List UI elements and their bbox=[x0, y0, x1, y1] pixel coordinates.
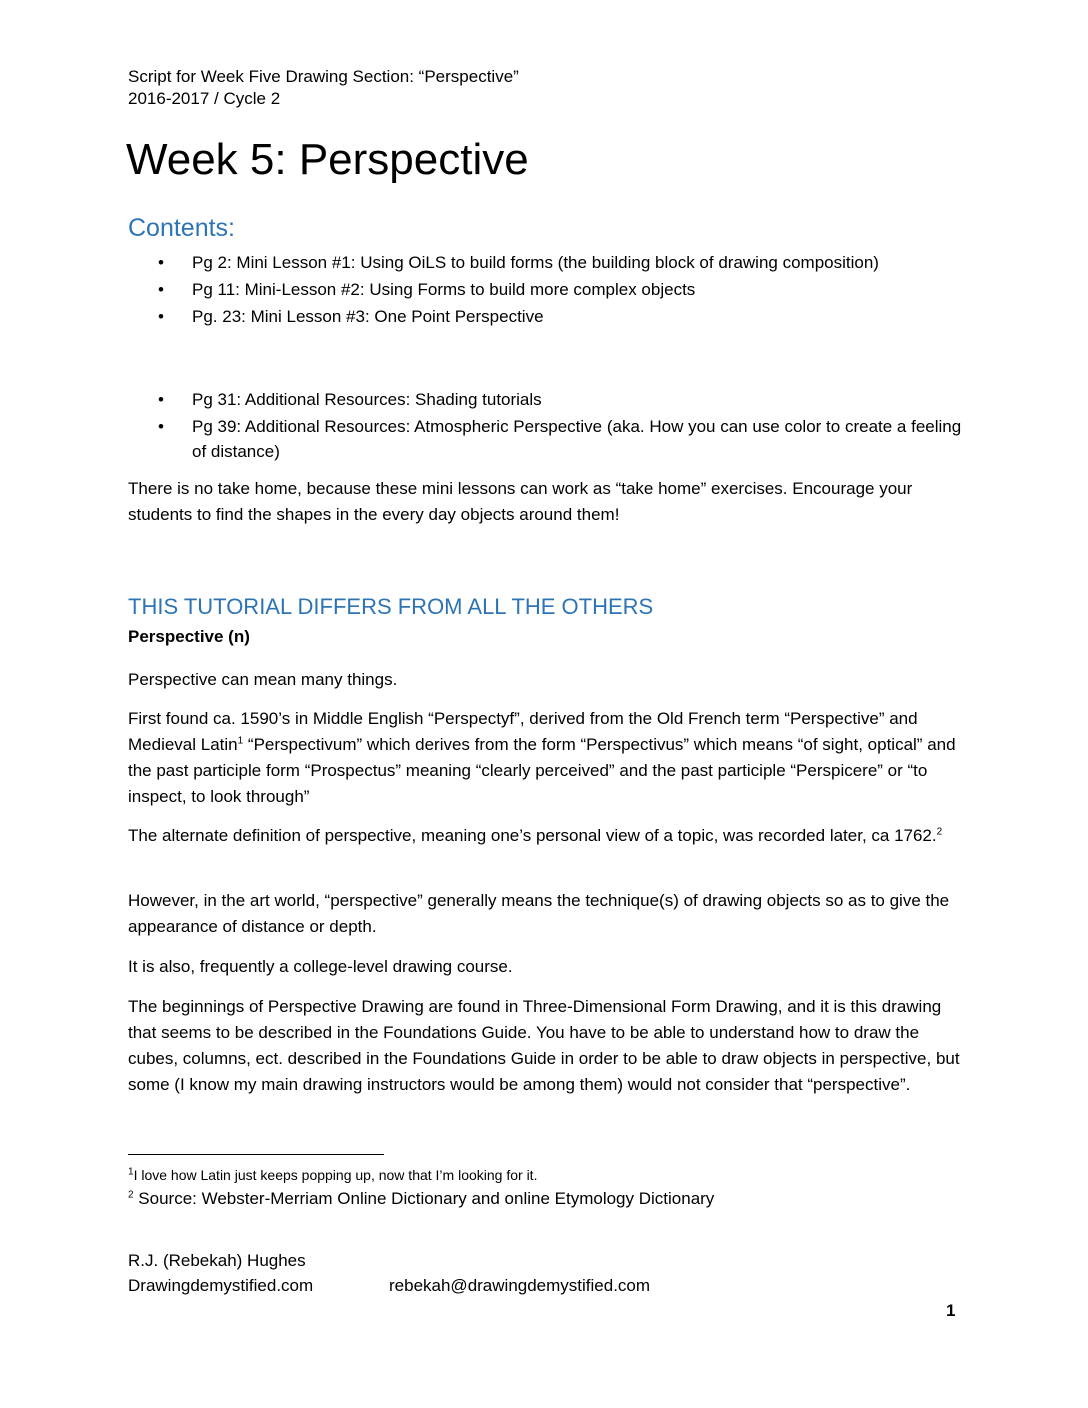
list-item bbox=[128, 250, 968, 275]
list-item bbox=[128, 304, 968, 329]
footnote-ref-2[interactable]: 2 bbox=[936, 826, 943, 838]
header-title-line: Script for Week Five Drawing Section: “Perspective” bbox=[128, 67, 519, 86]
bullet-icon: • bbox=[158, 417, 164, 436]
bullet-icon: • bbox=[158, 307, 164, 326]
footer-author: R.J. (Rebekah) Hughes bbox=[128, 1251, 306, 1270]
paragraph-meanings: Perspective can mean many things. bbox=[128, 670, 398, 689]
contents-list bbox=[128, 250, 968, 466]
list-item-text: Pg 39: Additional Resources: Atmospheric Perspective (aka. How you can use color to create a feeling of distance) bbox=[192, 417, 962, 461]
paragraph-text: First found ca. 1590’s in Middle English “Perspectyf”, derived from the Old French term “Perspective” and Medieval Latin bbox=[128, 709, 918, 754]
page-number: 1 bbox=[946, 1301, 956, 1320]
list-item-text: Pg 31: Additional Resources: Shading tutorials bbox=[192, 390, 542, 409]
footer-website-link[interactable]: Drawingdemystified.com bbox=[128, 1276, 314, 1295]
paragraph-alternate-definition bbox=[128, 823, 968, 849]
page-title: Week 5: Perspective bbox=[126, 135, 529, 184]
paragraph-beginnings: The beginnings of Perspective Drawing are found in Three-Dimensional Form Drawing, and it is this drawing that seems to be described in the Foundations Guide. You have to be able to understand how to draw the cubes, columns, ect. described in the Foundations Guide in order to be able to draw objects in perspective, but some (I know my main drawing instructors would be among them) would not consider that “perspective”. bbox=[128, 997, 960, 1094]
definition-term: Perspective (n) bbox=[128, 627, 250, 646]
paragraph-college-course: It is also, frequently a college-level drawing course. bbox=[128, 957, 513, 976]
footer-email-link[interactable]: rebekah@drawingdemystified.com bbox=[389, 1276, 651, 1295]
paragraph-etymology bbox=[128, 706, 968, 810]
footnote-2 bbox=[128, 1187, 714, 1211]
intro-paragraph: There is no take home, because these mini lessons can work as “take home” exercises. Encourage your students to find the shapes in the every day objects around them! bbox=[128, 479, 913, 524]
list-spacer bbox=[128, 331, 968, 385]
contents-heading: Contents: bbox=[128, 214, 236, 242]
footnote-mark: 2 bbox=[128, 1189, 134, 1201]
list-item bbox=[128, 277, 968, 302]
footnote-separator bbox=[128, 1154, 384, 1155]
paragraph-text: “Perspectivum” which derives from the form “Perspectivus” which means “of sight, optical” and the past participle form “Prospectus” meaning “clearly perceived” and the past participle “Perspicere” or “to inspect, to look through” bbox=[128, 735, 956, 806]
footnote-ref-1[interactable]: 1 bbox=[237, 735, 244, 747]
list-item-text: Pg. 23: Mini Lesson #3: One Point Perspective bbox=[192, 307, 544, 326]
section-heading: THIS TUTORIAL DIFFERS FROM ALL THE OTHERS bbox=[128, 594, 654, 619]
bullet-icon: • bbox=[158, 280, 164, 299]
list-item-text: Pg 2: Mini Lesson #1: Using OiLS to build forms (the building block of drawing composition) bbox=[192, 253, 879, 272]
paragraph-art-world: However, in the art world, “perspective” generally means the technique(s) of drawing objects so as to give the appearance of distance or depth. bbox=[128, 891, 950, 936]
footnote-text: Source: Webster-Merriam Online Dictionary and online Etymology Dictionary bbox=[133, 1189, 715, 1208]
list-item-text: Pg 11: Mini-Lesson #2: Using Forms to build more complex objects bbox=[192, 280, 696, 299]
footnote-text: I love how Latin just keeps popping up, now that I’m looking for it. bbox=[133, 1167, 538, 1183]
paragraph-text: The alternate definition of perspective, meaning one’s personal view of a topic, was recorded later, ca 1762. bbox=[128, 826, 937, 845]
list-item bbox=[128, 414, 968, 464]
footnote-1 bbox=[128, 1165, 537, 1185]
header-cycle-line: 2016-2017 / Cycle 2 bbox=[128, 89, 281, 108]
bullet-icon: • bbox=[158, 390, 164, 409]
bullet-icon: • bbox=[158, 253, 164, 272]
footnote-mark: 1 bbox=[128, 1166, 134, 1178]
list-item bbox=[128, 387, 968, 412]
